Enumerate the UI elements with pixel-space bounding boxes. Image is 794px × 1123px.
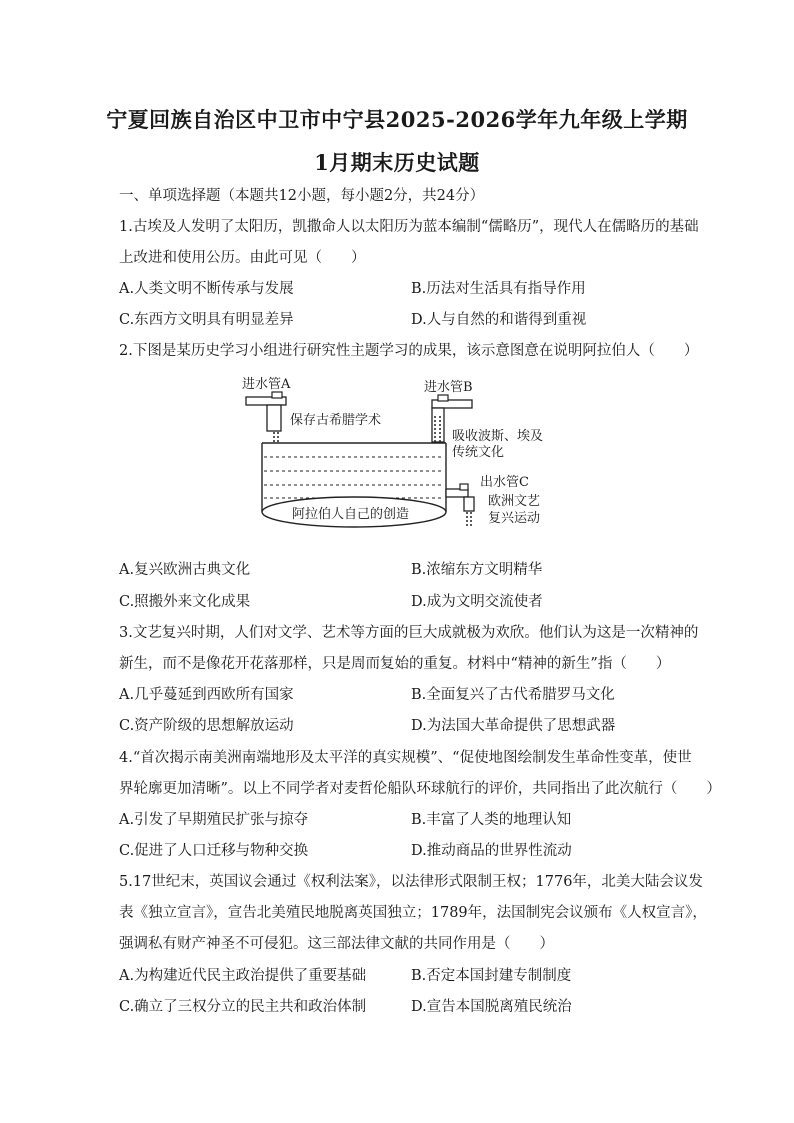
q3-stem-line2: 新生，而不是像花开花落那样，只是周而复始的重复。材料中“精神的新生”指（ ） xyxy=(119,656,671,672)
q2-option-d[interactable]: D.成为文明交流使者 xyxy=(411,594,543,610)
q1-option-c[interactable]: C.东西方文明具有明显差异 xyxy=(119,312,294,328)
pipe-a-description: 保存古希腊学术 xyxy=(290,413,382,428)
q4-stem-line2: 界轮廓更加清晰”。以上不同学者对麦哲伦船队环球航行的评价，共同指出了此次航行（ ） xyxy=(119,781,721,797)
q1-option-a[interactable]: A.人类文明不断传承与发展 xyxy=(119,281,294,297)
q3-option-a[interactable]: A.几乎蔓延到西欧所有国家 xyxy=(119,687,294,703)
pipe-c-description-line2: 复兴运动 xyxy=(488,511,541,526)
q2-option-a[interactable]: A.复兴欧洲古典文化 xyxy=(119,562,251,578)
exam-title-line1: 宁夏回族自治区中卫市中宁县2025-2026学年九年级上学期 xyxy=(106,107,688,132)
pipe-c-label: 出水管C xyxy=(480,475,529,490)
arabian-culture-diagram xyxy=(232,376,572,538)
pipe-b-description-line1: 吸收波斯、埃及 xyxy=(452,429,544,444)
outlet-pipe-c-icon xyxy=(446,484,474,528)
q5-stem-line2: 表《独立宣言》，宣告北美殖民地脱离英国独立；1789年，法国制宪会议颁布《人权宣言》， xyxy=(119,905,707,921)
q3-option-b[interactable]: B.全面复兴了古代希腊罗马文化 xyxy=(411,687,615,703)
section-heading: 一、单项选择题（本题共12小题，每小题2分，共24分） xyxy=(119,188,485,204)
q3-option-d[interactable]: D.为法国大革命提供了思想武器 xyxy=(411,718,616,734)
pipe-c-description-line1: 欧洲文艺 xyxy=(488,494,541,509)
q4-option-a[interactable]: A.引发了早期殖民扩张与掠夺 xyxy=(119,812,309,828)
q2-option-b[interactable]: B.浓缩东方文明精华 xyxy=(411,562,543,578)
q5-option-c[interactable]: C.确立了三权分立的民主共和政治体制 xyxy=(119,999,367,1015)
q4-stem-line1: 4.“首次揭示南美洲南端地形及太平洋的真实规模”、“促使地图绘制发生革命性变革，使世 xyxy=(119,750,692,766)
q3-stem-line1: 3.文艺复兴时期，人们对文学、艺术等方面的巨大成就极为欢欣。他们认为这是一次精神的 xyxy=(119,625,699,641)
exam-title-line2: 1月期末历史试题 xyxy=(314,150,480,175)
q2-stem-line1: 2.下图是某历史学习小组进行研究性主题学习的成果，该示意图意在说明阿拉伯人（ ） xyxy=(119,343,699,359)
q4-option-b[interactable]: B.丰富了人类的地理认知 xyxy=(411,812,572,828)
pipe-b-description-line2: 传统文化 xyxy=(452,445,505,460)
q5-option-d[interactable]: D.宣告本国脱离殖民统治 xyxy=(411,999,572,1015)
q4-option-d[interactable]: D.推动商品的世界性流动 xyxy=(411,843,572,859)
q2-option-c[interactable]: C.照搬外来文化成果 xyxy=(119,594,251,610)
q3-option-c[interactable]: C.资产阶级的思想解放运动 xyxy=(119,718,294,734)
q5-option-b[interactable]: B.否定本国封建专制制度 xyxy=(411,968,572,984)
pipe-b-label: 进水管B xyxy=(424,380,473,395)
q1-option-b[interactable]: B.历法对生活具有指导作用 xyxy=(411,281,586,297)
inlet-pipe-a-icon xyxy=(246,392,286,442)
q5-stem-line3: 强调私有财产神圣不可侵犯。这三部法律文献的共同作用是（ ） xyxy=(119,936,554,952)
q4-option-c[interactable]: C.促进了人口迁移与物种交换 xyxy=(119,843,309,859)
q5-option-a[interactable]: A.为构建近代民主政治提供了重要基础 xyxy=(119,968,367,984)
q1-option-d[interactable]: D.人与自然的和谐得到重视 xyxy=(411,312,587,328)
q1-stem-line2: 上改进和使用公历。由此可见（ ） xyxy=(119,250,366,266)
pipe-a-label: 进水管A xyxy=(242,377,291,392)
q1-stem-line1: 1.古埃及人发明了太阳历，凯撒命人以太阳历为蓝本编制“儒略历”，现代人在儒略历的基础 xyxy=(119,219,699,235)
tank-bottom-label: 阿拉伯人自己的创造 xyxy=(292,507,410,522)
q5-stem-line1: 5.17世纪末，英国议会通过《权利法案》，以法律形式限制王权；1776年，北美大陆会议发 xyxy=(119,874,703,890)
